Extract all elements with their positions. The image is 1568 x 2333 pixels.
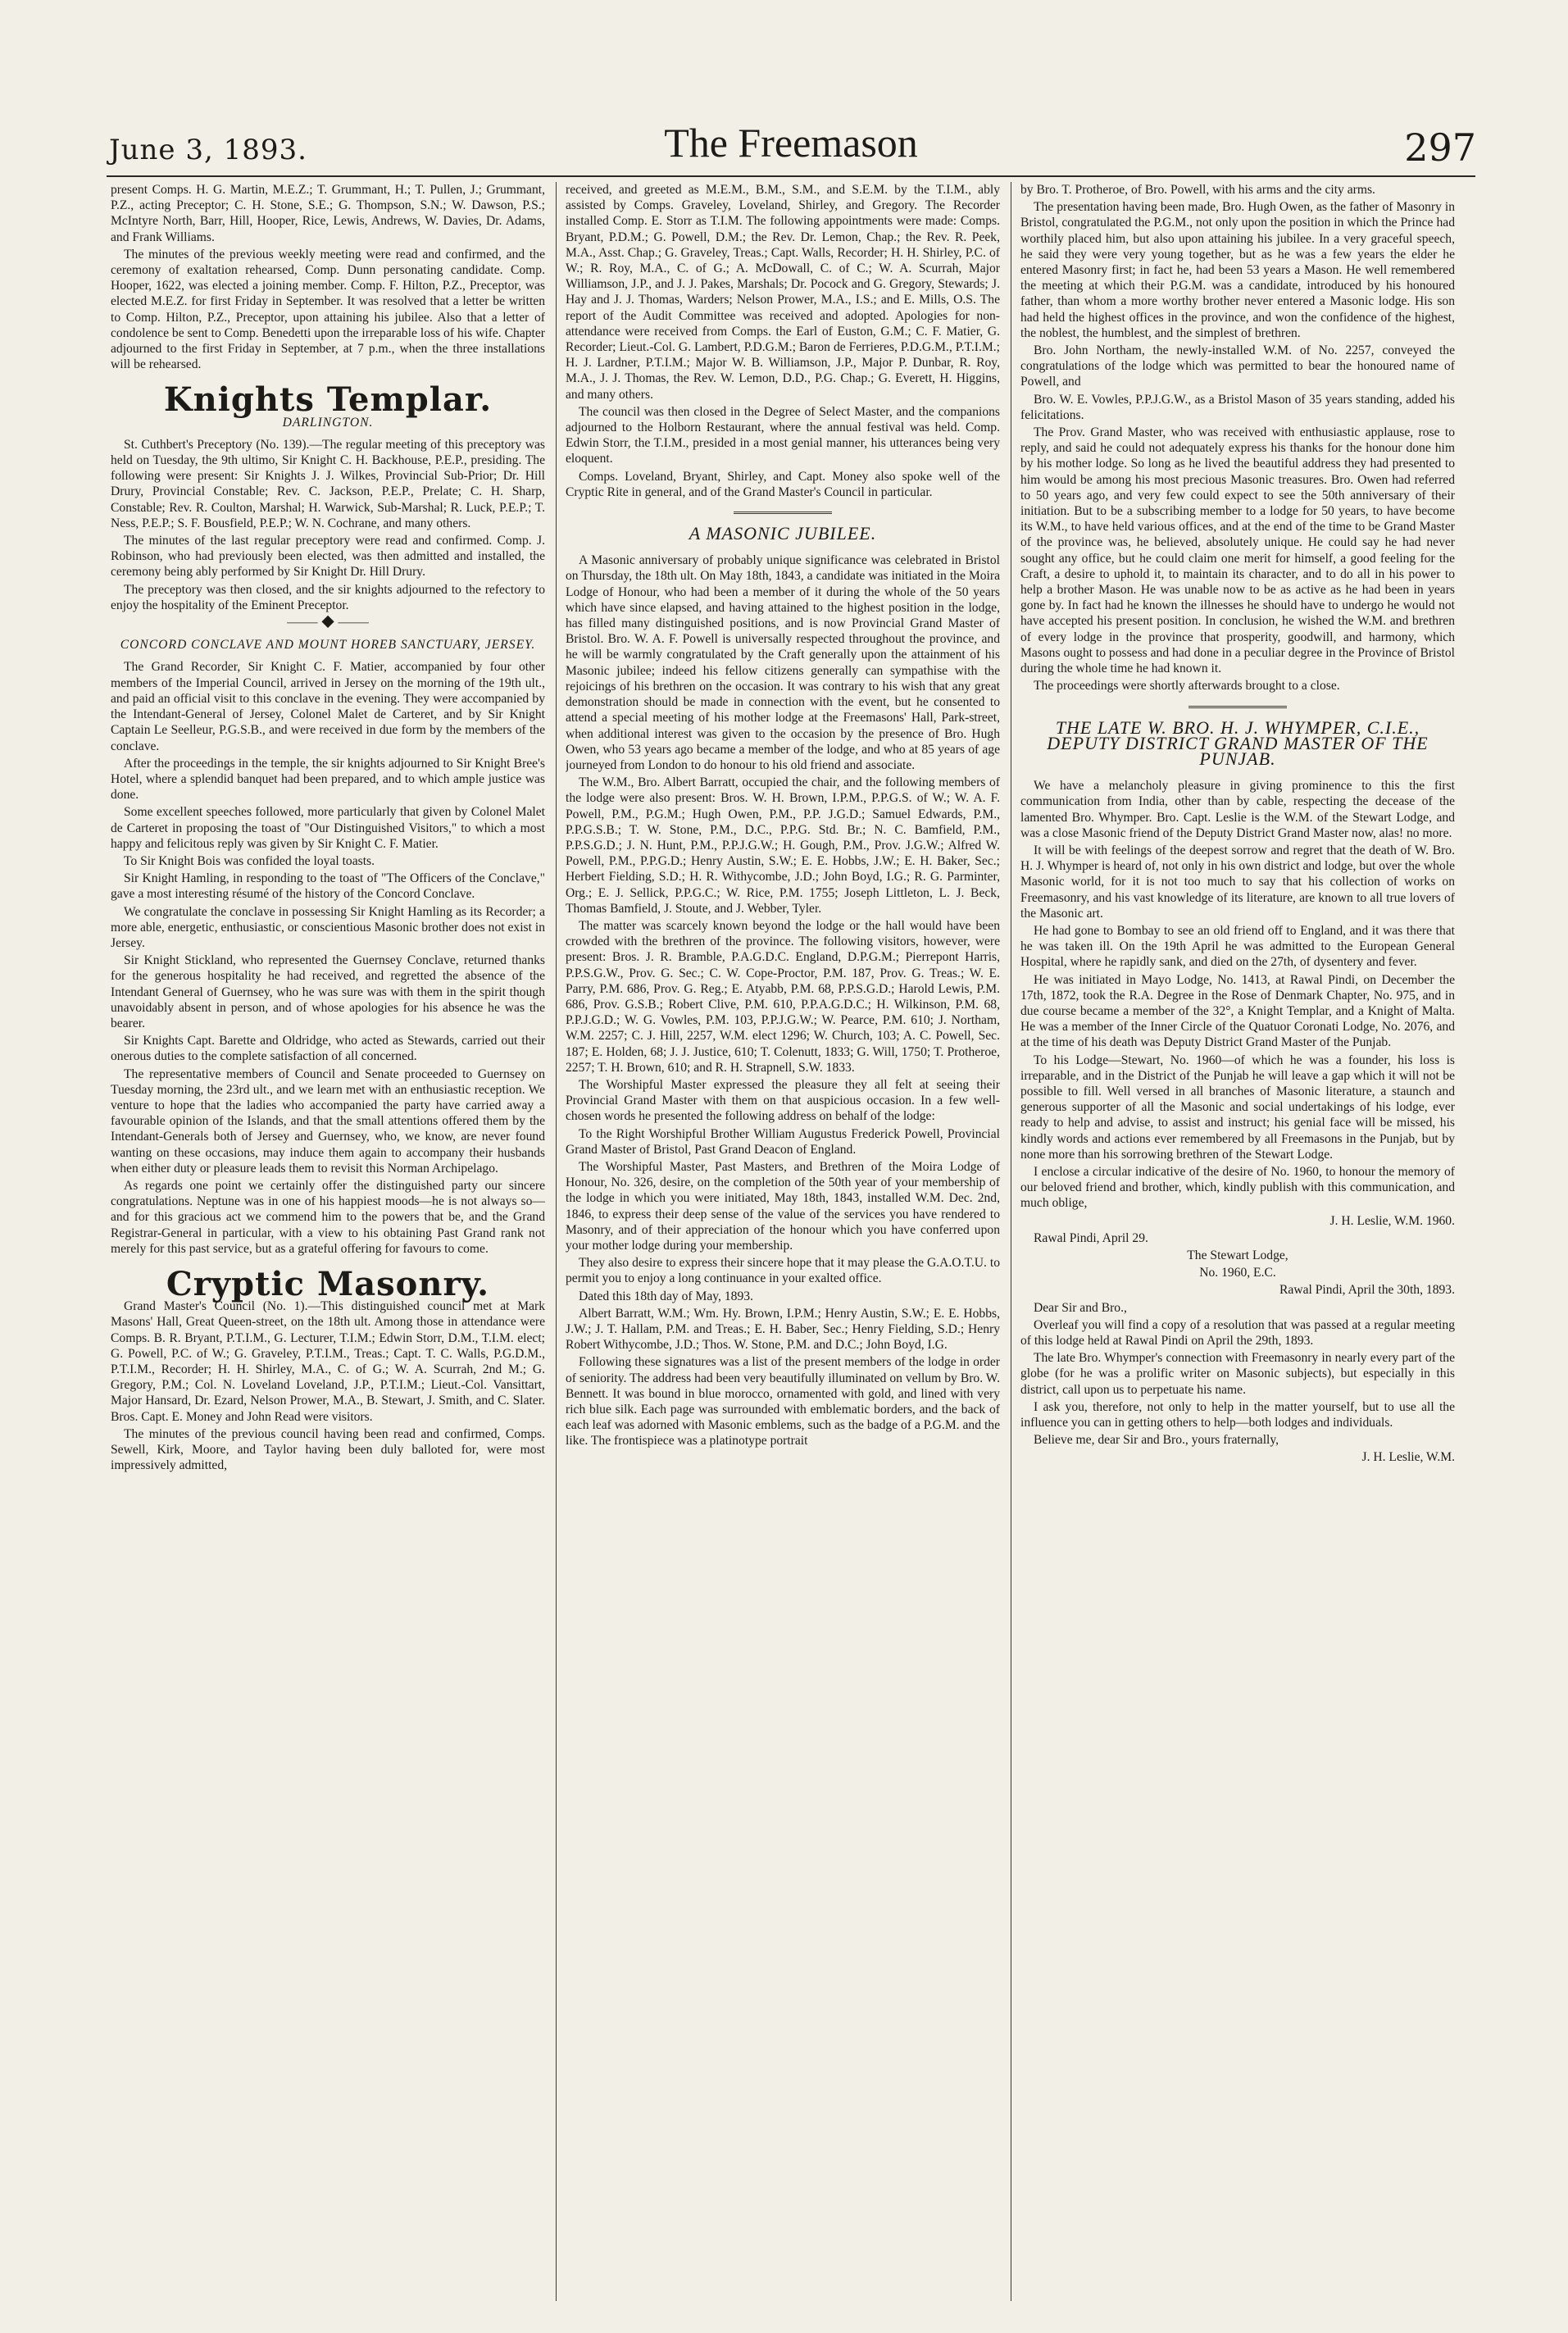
- paragraph: Overleaf you will find a copy of a resolution that was passed at a regular meeting of this lodge held at Rawal Pindi on April the 29th, 1893.: [1020, 1317, 1455, 1348]
- paragraph: It will be with feelings of the deepest sorrow and regret that the death of W. Bro. H. J. Whymper is heard of, not only in his own district and lodge, but over the whole Masonic world, for it is not too much to say that his collection of works on Freemasonry, and his vast knowledge of its literature, are known to all true lovers of the Masonic art.: [1020, 843, 1455, 921]
- paragraph: The Grand Recorder, Sir Knight C. F. Matier, accompanied by four other members of the Imperial Council, arrived in Jersey on the morning of the 19th ult., and paid an official visit to this conclave in the evening. They were accompanied by the Intendant-General of Jersey, Colonel Malet de Carteret, and by Sir Knight Captain Le Seelleur, P.G.S.B., and were received in due form by the members of the conclave.: [111, 660, 545, 753]
- paragraph: Comps. Loveland, Bryant, Shirley, and Capt. Money also spoke well of the Cryptic Rite in general, and of the Grand Master's Council in particular.: [566, 469, 1000, 499]
- paragraph: The council was then closed in the Degree of Select Master, and the companions adjourned to the Holborn Restaurant, where the annual festival was held. Comp. Edwin Storr, the T.I.M., presided in a most genial manner, his utterances being very eloquent.: [566, 404, 1000, 466]
- separator-ornament: ⸻ ◆ ⸻: [286, 616, 370, 630]
- paragraph: To Sir Knight Bois was confided the loyal toasts.: [124, 853, 375, 868]
- paragraph: by Bro. T. Protheroe, of Bro. Powell, with his arms and the city arms.: [1020, 183, 1375, 197]
- masthead: [102, 119, 1479, 170]
- issue-date: June 3, 1893.: [109, 134, 307, 166]
- paragraph: Some excellent speeches followed, more particularly that given by Colonel Malet de Carteret in proposing the toast of "Our Distinguished Visitors," to which a most happy and felicitous reply was given by Sir Knight C. F. Matier.: [111, 805, 545, 851]
- paragraph: Dated this 18th day of May, 1893.: [579, 1289, 753, 1303]
- paragraph: To his Lodge—Stewart, No. 1960—of which he was a founder, his loss is irreparable, and in the District of the Punjab he will leave a gap which it will not be possible to fill. Well versed in all branches of Masonic literature, a staunch and generous supporter of all the Masonic and social undertakings of his lodge, ever ready to help and advise, to assist and instruct; his genial face will be missed, his kindly words and actions ever remembered by all Freemasons in the Punjab, but by none more than his sorrowing brethren of the Stewart Lodge.: [1020, 1053, 1455, 1162]
- paragraph: The minutes of the previous weekly meeting were read and confirmed, and the ceremony of exaltation rehearsed, Comp. Dunn personating candidate. Comp. Hooper, 1622, was elected a joining member. Comp. F. Hilton, P.Z., Preceptor, was elected M.E.Z. for first Friday in September. It was resolved that a letter be written to Comp. Hilton, P.Z., Preceptor, upon attaining his jubilee. Also that a letter of condolence be sent to Comp. Benedetti upon the irreparable loss of his wife. Chapter adjourned to the first Friday in September, at 7 p.m., when the three installations will be rehearsed.: [111, 247, 545, 372]
- column-divider: [556, 182, 557, 2301]
- publication-title: The Freemason: [664, 120, 918, 166]
- article-heading: A MASONIC JUBILEE.: [689, 523, 877, 544]
- paragraph: The minutes of the last regular preceptory were read and confirmed. Comp. J. Robinson, who had previously been elected, was then admitted and installed, the ceremony being ably performed by Sir Knight Dr. Hill Drury.: [111, 534, 545, 580]
- paragraph: Albert Barratt, W.M.; Wm. Hy. Brown, I.P.M.; Henry Austin, S.W.; E. E. Hobbs, J.W.; J. T. Hallam, P.M. and Treas.; E. H. Baber, Sec.; Henry Fielding, S.D.; Henry Robert Withycombe, J.D.; Thos. W. Stone, P.M. and D.C.; John Boyd, I.G.: [566, 1306, 1000, 1353]
- paragraph: I enclose a circular indicative of the desire of No. 1960, to honour the memory of our beloved friend and brother, which, kindly publish with this communication, and much oblige,: [1020, 1164, 1455, 1211]
- paragraph: Sir Knight Hamling, in responding to the toast of "The Officers of the Conclave," gave a most interesting résumé of the history of the Concord Conclave.: [111, 871, 545, 902]
- column-3: [1020, 182, 1455, 2305]
- paragraph: I ask you, therefore, not only to help in the matter yourself, but to use all the influence you can in getting others to help—both lodges and individuals.: [1020, 1399, 1455, 1430]
- signature: J. H. Leslie, W.M.: [1361, 1450, 1455, 1465]
- address-line: No. 1960, E.C.: [1199, 1266, 1276, 1280]
- paragraph: Rawal Pindi, April 29.: [1034, 1230, 1148, 1245]
- header-rule: [107, 175, 1475, 177]
- paragraph: Sir Knight Stickland, who represented the Guernsey Conclave, returned thanks for the generous hospitality he had received, and regretted the absence of the Intendant General of Guernsey, who he was sure was with them in the spirit though unavoidably absent in person, and of whose apologies for his absence he was the bearer.: [111, 953, 545, 1030]
- address-line: Rawal Pindi, April the 30th, 1893.: [1279, 1283, 1455, 1298]
- paragraph: Grand Master's Council (No. 1).—This distinguished council met at Mark Masons' Hall, Great Queen-street, on the 18th ult. Among those in attendance were Comps. B. R. Bryant, P.T.I.M., G. Lecturer, T.I.M.; Edwin Storr, D.M., T.I.M. elect; G. Powell, P.C. of W.; G. Graveley, P.T.I.M., Treas.; Capt. T. C. Walls, P.G.D.M., P.T.I.M., Recorder; H. H. Shirley, M.A., C. of G.; W. A. Scurrah, 2nd M.; G. Gregory, P.M.; Col. N. Loveland Loveland, J.P., P.T.I.M.; Lieut.-Col. Vansittart, Major Hansard, Dr. Ezard, Nelson Prower, M.A., B. Stewart, J. Smith, and C. Slater. Bros. Capt. E. Money and John Read were visitors.: [111, 1299, 545, 1424]
- paragraph: We have a melancholy pleasure in giving prominence to this the first communication from India, other than by cable, respecting the decease of the lamented Bro. Whymper. Bro. Capt. Leslie is the W.M. of the Stewart Lodge, and was a close Masonic friend of the Deputy District Grand Master now, alas! no more.: [1020, 779, 1455, 840]
- paragraph: Bro. John Northam, the newly-installed W.M. of No. 2257, conveyed the congratulations of the lodge which was permitted to bear the honoured name of Powell, and: [1020, 343, 1455, 389]
- paragraph: The proceedings were shortly afterwards brought to a close.: [1034, 679, 1340, 694]
- paragraph: received, and greeted as M.E.M., B.M., S.M., and S.E.M. by the T.I.M., ably assisted by Comps. Graveley, Loveland, Shirley, and Gregory. The Recorder installed Comp. E. Storr as T.I.M. The following appointments were made: Comps. Bryant, P.D.M.; G. Powell, D.M.; the Rev. Dr. Lemon, Chap.; the Rev. R. Peek, M.A., Asst. Chap.; G. Graveley, Treas.; Capt. Walls, Recorder; H. H. Shirley, P.C. of W.; R. Roy, M.A., C. of G.; A. McDowall, C. of C.; W. A. Scurrah, Major Williamson, J.P., and J. J. Pakes, Marshals; Dr. Pocock and G. Gregory, Stewards; J. Hay and J. J. Thomas, Warders; Nelson Prower, M.A., I.S.; and E. Mills, O.S. The report of the Audit Committee was received and adopted. Apologies for non-attendance were received from Comps. the Earl of Euston, G.M.; C. F. Matier, G. Recorder; Lieut.-Col. G. Lambert, P.D.G.M.; Baron de Ferrieres, P.D.G.M., P.T.I.M.; H. J. Lardner, P.T.I.M.; Major W. B. Williamson, J.P., Major P. Dunbar, R. Roy, M.A., J. J. Thomas, the Rev. W. Lemon, D.D., P.G. Chap.; G. Everett, H. Higgins, and many others.: [566, 183, 1000, 402]
- paragraph: The representative members of Council and Senate proceeded to Guernsey on Tuesday morning, the 23rd ult., and we learn met with an enthusiastic reception. We venture to hope that the ladies who accompanied the party have carried away a favourable opinion of the Islands, and that the small attentions offered them by the Intendant-Generals both of Jersey and Guernsey, who, we know, are never found wanting on these occasions, may induce them again to accompany their husbands when either duty or pleasure leads them to revisit this Norman Archipelago.: [111, 1066, 545, 1176]
- paragraph: The presentation having been made, Bro. Hugh Owen, as the father of Masonry in Bristol, congratulated the P.G.M., not only upon the position in which the Prince had worthily placed him, but also upon attaining his jubilee. In a very graceful speech, he said they were very young together, but as he was a few years the elder he entered Masonry first; in fact he, had been 53 years a Mason. He well remembered the meeting at which their P.G.M. was a candidate, introduced by his honoured father, than whom a more worthy brother never entered a Masonic lodge. His son had held the highest offices in the province, and won the confidence of the highest, the noblest, the humblest, and the simplest of brethren.: [1020, 200, 1455, 340]
- paragraph: The Worshipful Master expressed the pleasure they all felt at seeing their Provincial Grand Master with them on that auspicious occasion. In a few well-chosen words he presented the following address on behalf of the lodge:: [566, 1077, 1000, 1124]
- place-heading: DARLINGTON.: [282, 415, 374, 430]
- double-rule: [1188, 706, 1287, 708]
- paragraph: A Masonic anniversary of probably unique significance was celebrated in Bristol on Thursday, the 18th ult. On May 18th, 1843, a candidate was initiated in the Moira Lodge of Honour, who had been a member of it during the whole of the 50 years which have since elapsed, and having attained to the highest position in the lodge, has filled many distinguished positions, and is now Provincial Grand Master of Bristol. Bro. W. A. F. Powell is universally respected throughout the province, and he will be warmly congratulated by the Craft generally upon the attainment of his Masonic jubilee; indeed his fellow citizens generally can sympathise with the rejoicings of his brethren on the occasion. It was contrary to his wish that any great demonstration should be made in connection with the event, but he consented to attend a special meeting of his mother lodge at the Freemasons' Hall, Park-street, when additional interest was given to the occasion by the presence of Bro. Hugh Owen, who 53 years ago became a member of the lodge, and who at 85 years of age journeyed from London to do honour to his old friend and associate.: [566, 553, 1000, 772]
- paragraph: The late Bro. Whymper's connection with Freemasonry in nearly every part of the globe (for he was a prolific writer on Masonic subjects), but especially in this district, call upon us to perpetuate his name.: [1020, 1351, 1455, 1397]
- paragraph: After the proceedings in the temple, the sir knights adjourned to Sir Knight Bree's Hotel, where a splendid banquet had been prepared, and to which ample justice was done.: [111, 756, 545, 803]
- paragraph: They also desire to express their sincere hope that it may please the G.A.O.T.U. to permit you to enjoy a long continuance in your exalted office.: [566, 1256, 1000, 1286]
- paragraph: The Prov. Grand Master, who was received with enthusiastic applause, rose to reply, and said he could not adequately express his thanks for the honour done him by his mother lodge. So long as he lived the beautiful address they had presented to him would be among his most precious Masonic treasures. Bro. Owen had referred to 50 years ago, and very few could expect to see the 50th anniversary of their initiation. But to be a subscribing member to a lodge for 50 years, to have become its W.M., to have held various offices, and at the end of the time to be Grand Master of the province was, he believed, absolutely unique. He could say he had never sought any office, but he could claim one merit for himself, a good feeling for the Craft, a desire to uphold it, to maintain its character, and to do all in his power to help a brother Mason. He was unable now to be as active as he had been in years gone by. In fact had he known the illnesses he should have to undergo he would not have accepted his present position. In conclusion, he wished the W.M. and brethren of every lodge in the province that prosperity, goodwill, and harmony, which Masons ought to possess and had done in a peculiar degree in the Province of Bristol during the whole time he had known it.: [1020, 425, 1455, 676]
- section-heading: Knights Templar.: [163, 380, 493, 420]
- paragraph: The preceptory was then closed, and the sir knights adjourned to the refectory to enjoy the hospitality of the Eminent Preceptor.: [111, 582, 545, 612]
- paragraph: St. Cuthbert's Preceptory (No. 139).—The regular meeting of this preceptory was held on Tuesday, the 9th ultimo, Sir Knight C. H. Backhouse, P.E.P., presiding. The following were present: Sir Knights J. J. Wilkes, Provincial Sub-Prior; Dr. Hill Drury, Provincial Constable; Rev. C. Jackson, P.E.P., Prelate; C. H. Sharp, Constable; Rev. R. Coulton, Marshal; H. Warwick, Sub-Marshal; R. Luck, P.E.P.; T. Ness, P.E.P.; S. F. Bousfield, P.E.P.; W. N. Cochrane, and many others.: [111, 437, 545, 530]
- paragraph: The Worshipful Master, Past Masters, and Brethren of the Moira Lodge of Honour, No. 326, desire, on the completion of the 50th year of your membership of the lodge in which you were initiated, May 18th, 1843, installed W.M. Dec. 2nd, 1846, to express their deep sense of the value of the services you have rendered to Masonry, and of their appreciation of the honour which you have conferred upon your mother lodge during your membership.: [566, 1159, 1000, 1253]
- paragraph: Bro. W. E. Vowles, P.P.J.G.W., as a Bristol Mason of 35 years standing, added his felicitations.: [1020, 392, 1455, 422]
- signature: J. H. Leslie, W.M. 1960.: [1329, 1213, 1455, 1228]
- column-1: [111, 182, 545, 2305]
- paragraph: He was initiated in Mayo Lodge, No. 1413, at Rawal Pindi, on December the 17th, 1872, took the R.A. Degree in the Rose of Denmark Chapter, No. 975, and in due course became a member of the 32°, a Knight Templar, and a Knight of Malta. He was a member of the Inner Circle of the Quatuor Coronati Lodge, No. 2076, and at the time of his death was Deputy District Grand Master of the Punjab.: [1020, 972, 1455, 1050]
- place-heading: CONCORD CONCLAVE AND MOUNT HOREB SANCTUARY, JERSEY.: [120, 638, 536, 653]
- paragraph: We congratulate the conclave in possessing Sir Knight Hamling as its Recorder; a more able, energetic, enthusiastic, or conscientious Masonic brother does not exist in Jersey.: [111, 904, 545, 950]
- paragraph: The matter was scarcely known beyond the lodge or the hall would have been crowded with the brethren of the province. The following visitors, however, were present: Bros. J. R. Bramble, P.A.G.D.C. England, D.P.G.M.; Pierrepont Harris, P.P.S.G.W., Prov. G. Sec.; C. W. Cope-Proctor, P.M. 187, Prov. G. Treas.; W. E. Parry, P.M. 686, Prov. G. Reg.; E. Atyabb, P.M. 68, P.P.S.G.D.; Harold Lewis, P.M. 686, Prov. G.S.B.; Robert Clive, P.M. 610, P.P.A.G.D.C.; H. Wilkinson, P.M. 68, P.P.J.G.D.; W. G. Vowles, P.M. 103, P.P.J.G.W.; W. Pearce, P.M. 610; J. Northam, W.M. 2257; C. J. Hill, 2257, W.M. elect 1296; W. Church, 103; A. C. Powell, Sec. 187; E. Holden, 68; J. J. Justice, 610; T. Colenutt, 1833; G. Will, 1750; T. Protheroe, 2257; T. H. Brown, 610; and R. H. Strapnell, S.W. 1833.: [566, 918, 1000, 1075]
- paragraph: He had gone to Bombay to see an old friend off to England, and it was there that he was taken ill. On the 19th April he was admitted to the European General Hospital, where he rapidly sank, and died on the 27th, of dysentery and fever.: [1020, 923, 1455, 970]
- double-rule: [734, 512, 832, 514]
- paragraph: The minutes of the previous council having been read and confirmed, Comps. Sewell, Kirk, Moore, and Taylor having been duly balloted for, were most impressively admitted,: [111, 1426, 545, 1473]
- section-heading: Cryptic Masonry.: [166, 1265, 490, 1303]
- page-number: 297: [1404, 125, 1476, 170]
- address-line: The Stewart Lodge,: [1187, 1248, 1288, 1262]
- paragraph: Following these signatures was a list of the present members of the lodge in order of seniority. The address had been very beautifully illuminated on vellum by Bro. W. Bennett. It was bound in blue morocco, ornamented with gold, and lined with very rich blue silk. Each page was surrounded with emblematic borders, and the back of each leaf was adorned with Masonic emblems, such as the badge of a P.G.M. and the like. The frontispiece was a platinotype portrait: [566, 1355, 1000, 1448]
- paragraph: As regards one point we certainly offer the distinguished party our sincere congratulations. Neptune was in one of his happiest moods—he is not always so—and for this gracious act we commend him to the powers that be, and the Grand Registrar-General in particular, with a view to his obtaining Past Grand rank not merely for this past service, but as a grateful offering for favours to come.: [111, 1178, 545, 1256]
- paragraph: The W.M., Bro. Albert Barratt, occupied the chair, and the following members of the lodge were also present: Bros. W. H. Brown, I.P.M., P.P.G.S. of W.; W. A. F. Powell, P.M., P.G.M.; Hugh Owen, P.M., P.P. J.G.D.; Samuel Edwards, P.M., P.P.G.S.B.; T. W. Stone, P.M., D.C., P.P.G. Std. Br.; N. C. Bamfield, P.M., P.P.S.G.D.; J. N. Hunt, P.M., P.P.J.G.W.; H. Gough, P.M., Prov. J.G.W.; Alfred W. Powell, P.M., P.P.G.D.; Henry Austin, S.W.; E. E. Hobbs, J.W.; E. H. Baker, Sec.; Herbert Fielding, S.D.; H. R. Withycombe, J.D.; John Boyd, I.G.; R. G. Parminter, Org.; E. J. Sellick, P.P.G.C.; W. Rice, P.M. 1755; Joseph Littleton, L. J. Beck, Thomas Bamfield, J. Stoute, and J. Webber, Tyler.: [566, 775, 1000, 916]
- paragraph: To the Right Worshipful Brother William Augustus Frederick Powell, Provincial Grand Master of Bristol, Past Grand Deacon of England.: [566, 1126, 1000, 1157]
- article-heading: THE LATE W. BRO. H. J. WHYMPER, C.I.E., DEPUTY DISTRICT GRAND MASTER OF THE PUNJAB.: [1047, 716, 1429, 769]
- paragraph: Dear Sir and Bro.,: [1034, 1300, 1127, 1315]
- column-2: [566, 182, 1000, 2305]
- paragraph: present Comps. H. G. Martin, M.E.Z.; T. Grummant, H.; T. Pullen, J.; Grummant, P.Z., acting Preceptor; C. H. Stone, S.E.; G. Thompson, S.N.; W. Dawson, P.S.; McIntyre North, Barr, Hill, Hooper, Rice, Lewis, Andrews, W. Davies, Dr. Adams, and Frank Williams.: [111, 183, 545, 244]
- paragraph: Believe me, dear Sir and Bro., yours fraternally,: [1034, 1433, 1279, 1448]
- paragraph: Sir Knights Capt. Barette and Oldridge, who acted as Stewards, carried out their onerous duties to the complete satisfaction of all concerned.: [111, 1034, 545, 1064]
